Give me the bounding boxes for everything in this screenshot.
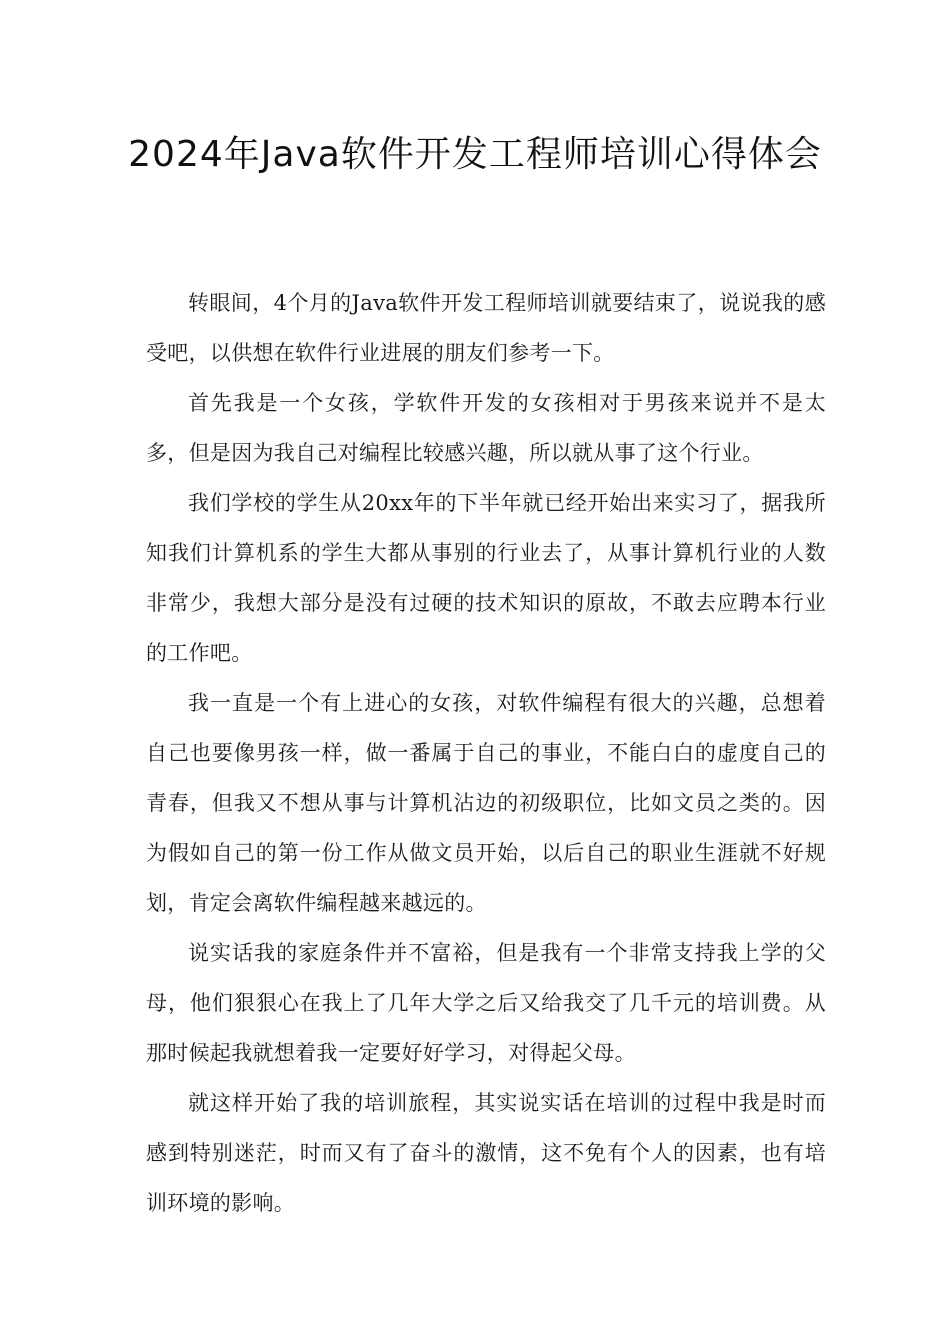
paragraph-5: 说实话我的家庭条件并不富裕，但是我有一个非常支持我上学的父母，他们狠狠心在我上了几年大学之后又给我交了几千元的培训费。从那时候起我就想着我一定要好好学习，对得起父母。 — [146, 941, 826, 1065]
paragraph-2: 首先我是一个女孩，学软件开发的女孩相对于男孩来说并不是太多，但是因为我自己对编程比较感兴趣，所以就从事了这个行业。 — [146, 391, 826, 465]
paragraph-1: 转眼间，4个月的Java软件开发工程师培训就要结束了，说说我的感受吧，以供想在软件行业进展的朋友们参考一下。 — [146, 291, 826, 365]
document-body — [146, 278, 826, 1228]
paragraph-4: 我一直是一个有上进心的女孩，对软件编程有很大的兴趣，总想着自己也要像男孩一样，做一番属于自己的事业，不能白白的虚度自己的青春，但我又不想从事与计算机沾边的初级职位，比如文员之类的。因为假如自己的第一份工作从做文员开始，以后自己的职业生涯就不好规划，肯定会离软件编程越来越远的。 — [146, 691, 826, 915]
paragraph-3: 我们学校的学生从20xx年的下半年就已经开始出来实习了，据我所知我们计算机系的学生大都从事别的行业去了，从事计算机行业的人数非常少，我想大部分是没有过硬的技术知识的原故，不敢去应聘本行业的工作吧。 — [146, 491, 826, 665]
paragraph-6: 就这样开始了我的培训旅程，其实说实话在培训的过程中我是时而感到特别迷茫，时而又有了奋斗的激情，这不免有个人的因素，也有培训环境的影响。 — [146, 1091, 826, 1215]
document-title: 2024年Java软件开发工程师培训心得体会 — [128, 134, 822, 175]
